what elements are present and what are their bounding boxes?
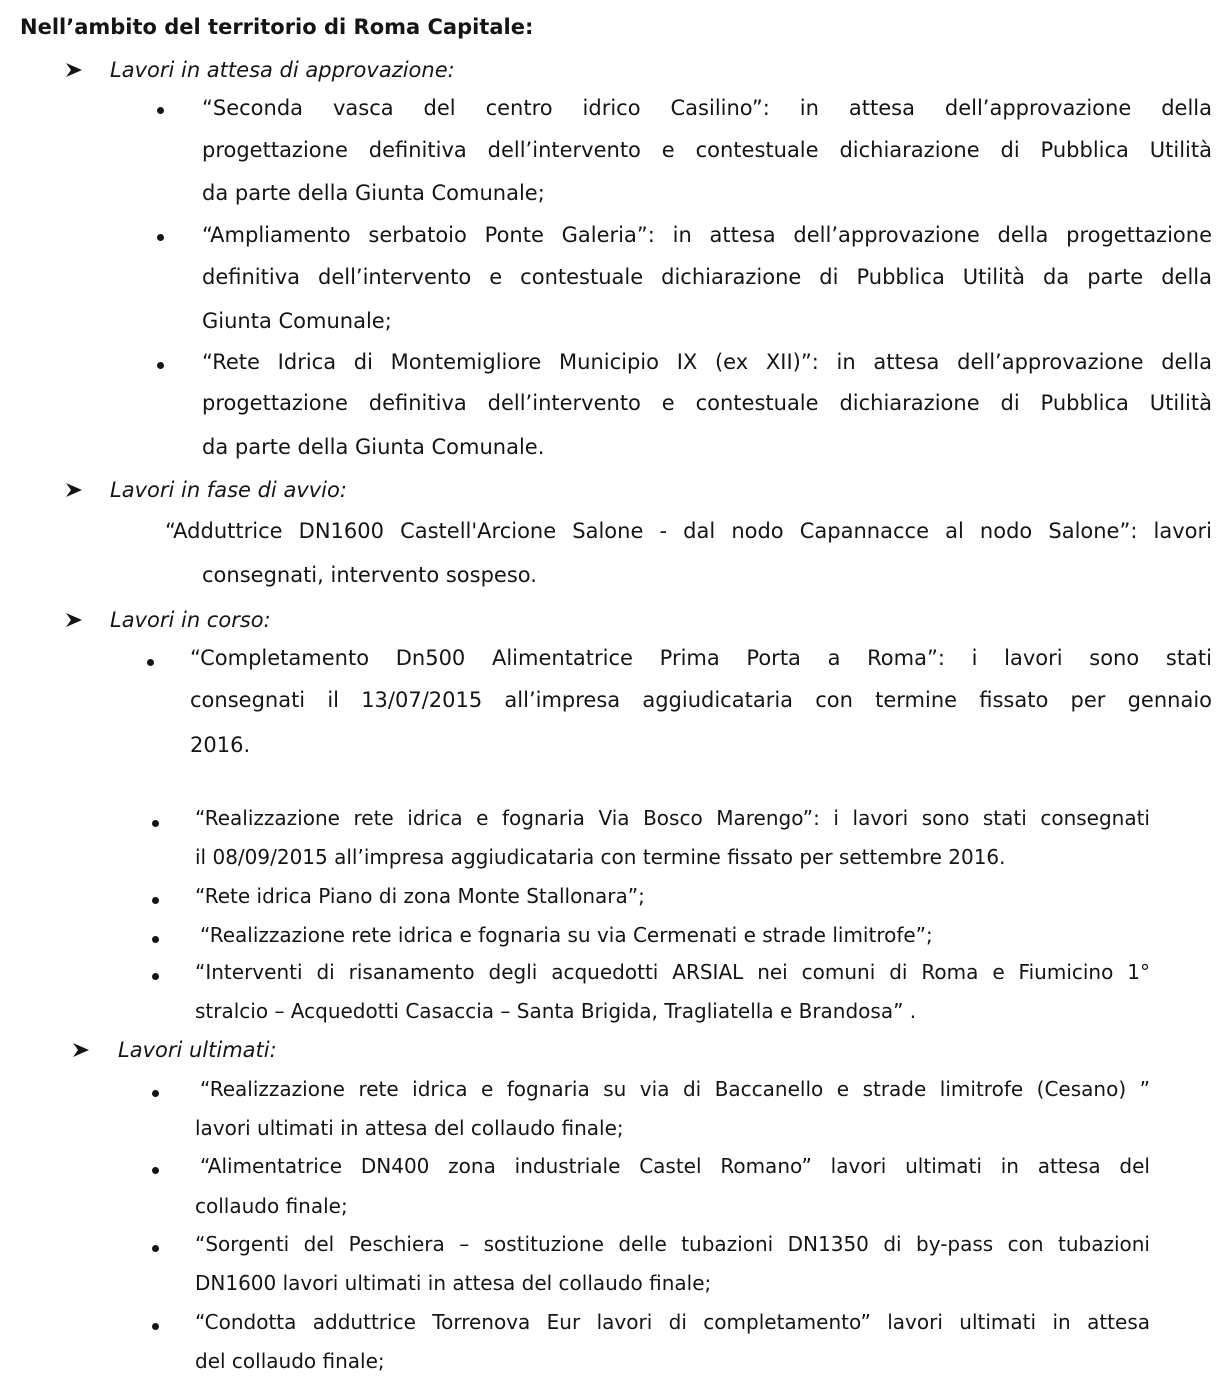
arrowhead-bullet-icon [66, 613, 82, 627]
bullet-icon [152, 1323, 159, 1330]
bullet-icon [152, 820, 159, 827]
list-item-line: “Realizzazione rete idrica e fognaria su via Cermenati e strade limitrofe”; [200, 923, 933, 947]
list-item-line: da parte della Giunta Comunale. [202, 435, 545, 459]
list-item-line: stralcio – Acquedotti Casaccia – Santa Brigida, Tragliatella e Brandosa” . [195, 999, 917, 1023]
bullet-icon [152, 1167, 159, 1174]
bullet-icon [157, 107, 164, 114]
bullet-icon [157, 234, 164, 241]
bullet-icon [157, 362, 164, 369]
section-label: Lavori in fase di avvio: [110, 478, 347, 502]
bullet-icon [152, 936, 159, 943]
list-item-line: progettazione definitiva dell’intervento e contestuale dichiarazione di Pubblica Utilità [202, 391, 1212, 415]
bullet-icon [152, 973, 159, 980]
paragraph-line: consegnati, intervento sospeso. [202, 563, 537, 587]
list-item-line: Giunta Comunale; [202, 309, 392, 333]
bullet-icon [152, 1090, 159, 1097]
list-item-line: del collaudo finale; [195, 1349, 385, 1373]
list-item-line: 2016. [190, 733, 251, 757]
list-item-line: “Interventi di risanamento degli acquedotti ARSIAL nei comuni di Roma e Fiumicino 1° [195, 960, 1150, 984]
section-label: Lavori in corso: [110, 608, 271, 632]
arrowhead-bullet-icon [66, 483, 82, 497]
bullet-icon [152, 1245, 159, 1252]
bullet-icon [147, 659, 154, 666]
list-item-line: “Rete idrica Piano di zona Monte Stallonara”; [195, 884, 645, 908]
list-item-line: “Rete Idrica di Montemigliore Municipio IX (ex XII)”: in attesa dell’approvazione della [202, 350, 1212, 374]
list-item-line: consegnati il 13/07/2015 all’impresa aggiudicataria con termine fissato per gennaio [190, 688, 1212, 712]
list-item-line: “Ampliamento serbatoio Ponte Galeria”: in attesa dell’approvazione della progettazione [202, 223, 1212, 247]
list-item-line: definitiva dell’intervento e contestuale dichiarazione di Pubblica Utilità da parte della [202, 265, 1212, 289]
list-item-line: “Completamento Dn500 Alimentatrice Prima Porta a Roma”: i lavori sono stati [190, 646, 1212, 670]
list-item-line: progettazione definitiva dell’intervento e contestuale dichiarazione di Pubblica Utilità [202, 138, 1212, 162]
arrowhead-bullet-icon [66, 63, 82, 77]
section-label: Lavori ultimati: [118, 1038, 277, 1062]
list-item-line: “Realizzazione rete idrica e fognaria Via Bosco Marengo”: i lavori sono stati consegnati [195, 806, 1150, 830]
list-item-line: “Alimentatrice DN400 zona industriale Castel Romano” lavori ultimati in attesa del [200, 1154, 1150, 1178]
paragraph-line: “Adduttrice DN1600 Castell'Arcione Salone - dal nodo Capannacce al nodo Salone”: lavori [165, 519, 1212, 543]
list-item-line: DN1600 lavori ultimati in attesa del collaudo finale; [195, 1271, 712, 1295]
list-item-line: “Seconda vasca del centro idrico Casilino”: in attesa dell’approvazione della [202, 96, 1212, 120]
bullet-icon [152, 897, 159, 904]
list-item-line: da parte della Giunta Comunale; [202, 181, 545, 205]
arrowhead-bullet-icon [73, 1043, 89, 1057]
document-heading: Nell’ambito del territorio di Roma Capitale: [20, 15, 534, 39]
list-item-line: il 08/09/2015 all’impresa aggiudicataria con termine fissato per settembre 2016. [195, 845, 1006, 869]
list-item-line: “Realizzazione rete idrica e fognaria su via di Baccanello e strade limitrofe (Cesano) ” [200, 1077, 1150, 1101]
section-label: Lavori in attesa di approvazione: [110, 58, 455, 82]
list-item-line: collaudo finale; [195, 1194, 348, 1218]
list-item-line: lavori ultimati in attesa del collaudo finale; [195, 1116, 624, 1140]
list-item-line: “Sorgenti del Peschiera – sostituzione delle tubazioni DN1350 di by-pass con tubazioni [195, 1232, 1150, 1256]
list-item-line: “Condotta adduttrice Torrenova Eur lavori di completamento” lavori ultimati in attesa [195, 1310, 1150, 1334]
